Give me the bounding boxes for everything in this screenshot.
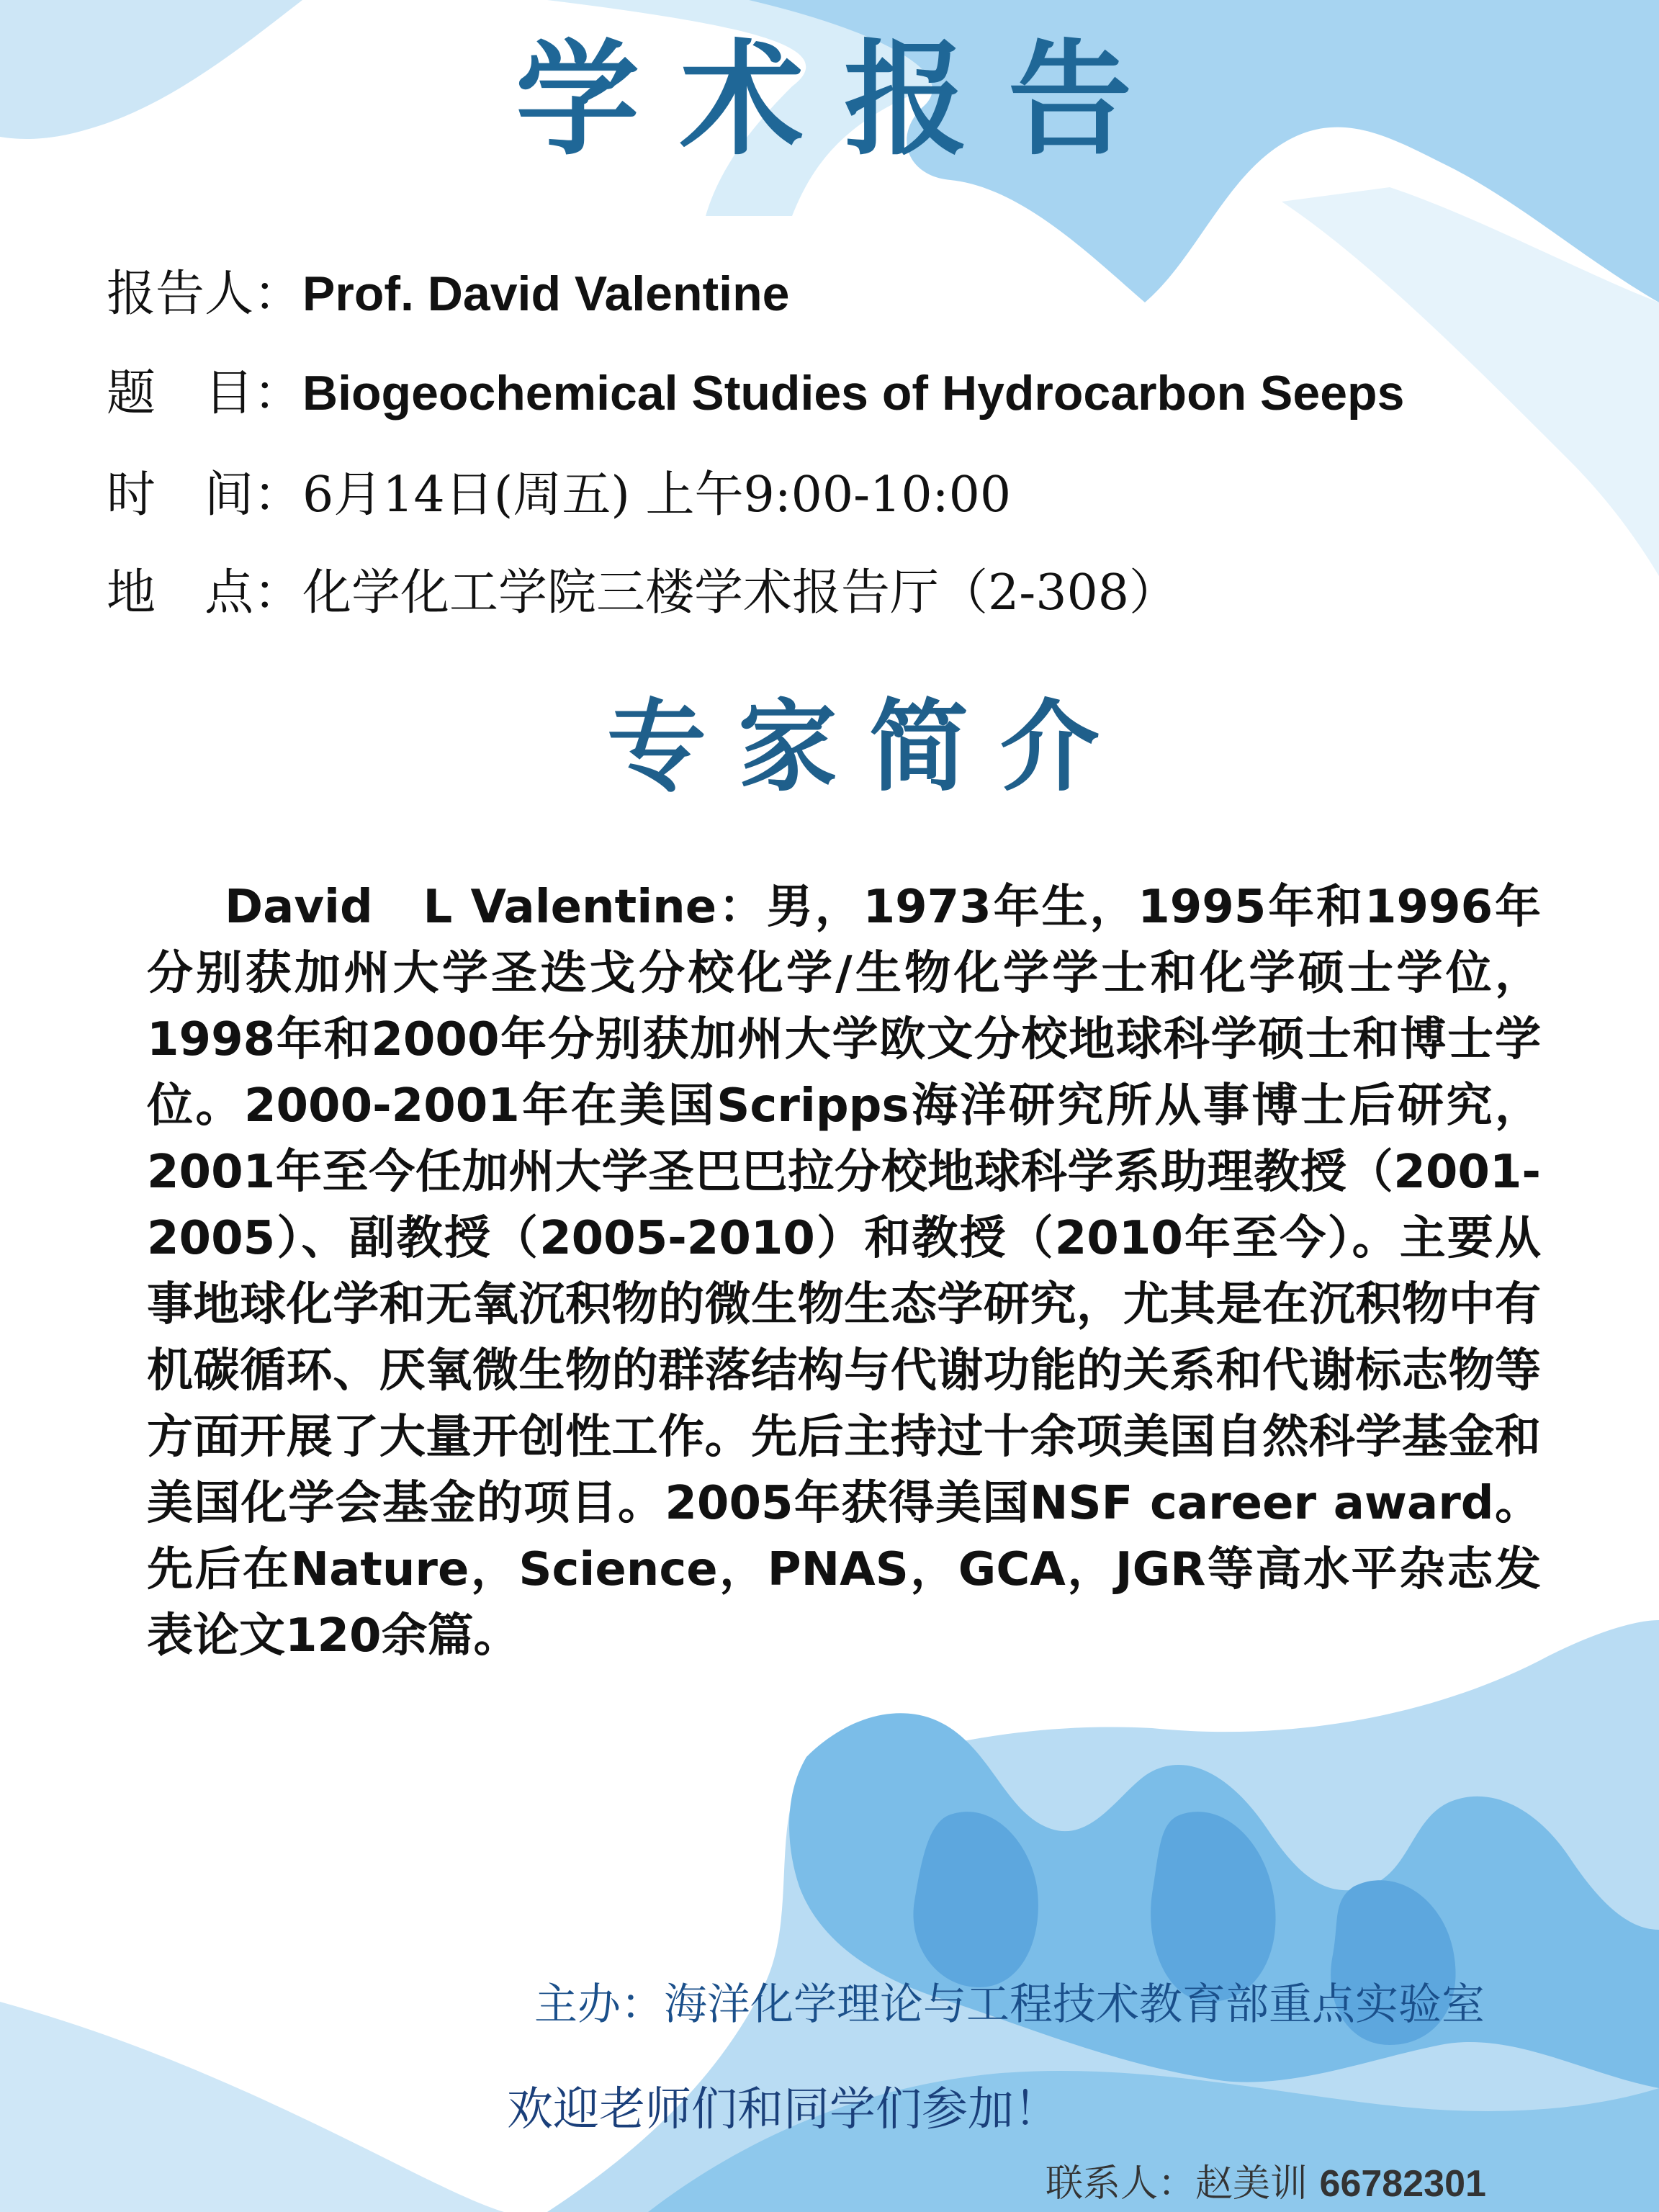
bio-paragraph: David L Valentine：男，1973年生，1995年和1996年分别获加州大学圣迭戈分校化学/生物化学学士和化学硕士学位，1998年和2000年分别获加州大学欧文分校地球科学硕士和博士学位。2000-2001年在美国Scripps海洋研究所从事博士后研究，2001年至今任加州大学圣巴巴拉分校地球科学系助理教授（2001-2005）、副教授（2005-2010）和教授（2010年至今）。主要从事地球化学和无氧沉积物的微生物生态学研究，尤其是在沉积物中有机碳循环、厌氧微生物的群落结构与代谢功能的关系和代谢标志物等方面开展了大量开创性工作。先后主持过十余项美国自然科学基金和美国化学会基金的项目。2005年获得美国NSF career award。先后在Nature，Science，PNAS，GCA，JGR等高水平杂志发表论文120余篇。 [147,881,1541,1663]
topic-value: Biogeochemical Studies of Hydrocarbon Seeps [302,366,1405,421]
time-value: 6月14日(周五) 上午9:00-10:00 [302,467,1012,523]
contact-label: 联系人：赵美训 [1046,2162,1308,2206]
place-value: 化学化工学院三楼学术报告厅（2-308） [302,565,1179,621]
topic-label: 题 目： [107,365,303,422]
sponsor-line: 主办：海洋化学理论与工程技术教育部重点实验室 [534,1979,1485,2030]
contact-line [1046,2153,1486,2207]
time-row [107,467,1012,523]
bio-heading: 专家简介 [606,688,1131,805]
topic-row [107,365,1405,422]
place-row [107,565,1179,621]
speaker-row [107,266,790,323]
time-label: 时 间： [107,467,303,523]
speaker-label: 报告人： [107,266,303,323]
speaker-value: Prof. David Valentine [302,266,790,321]
welcome-line: 欢迎老师们和同学们参加！ [507,2083,1060,2136]
page-title: 学术报告 [516,26,1172,172]
wave-bottom-pale [0,2002,504,2212]
place-label: 地 点： [107,565,303,621]
contact-phone: 66782301 [1319,2163,1486,2205]
